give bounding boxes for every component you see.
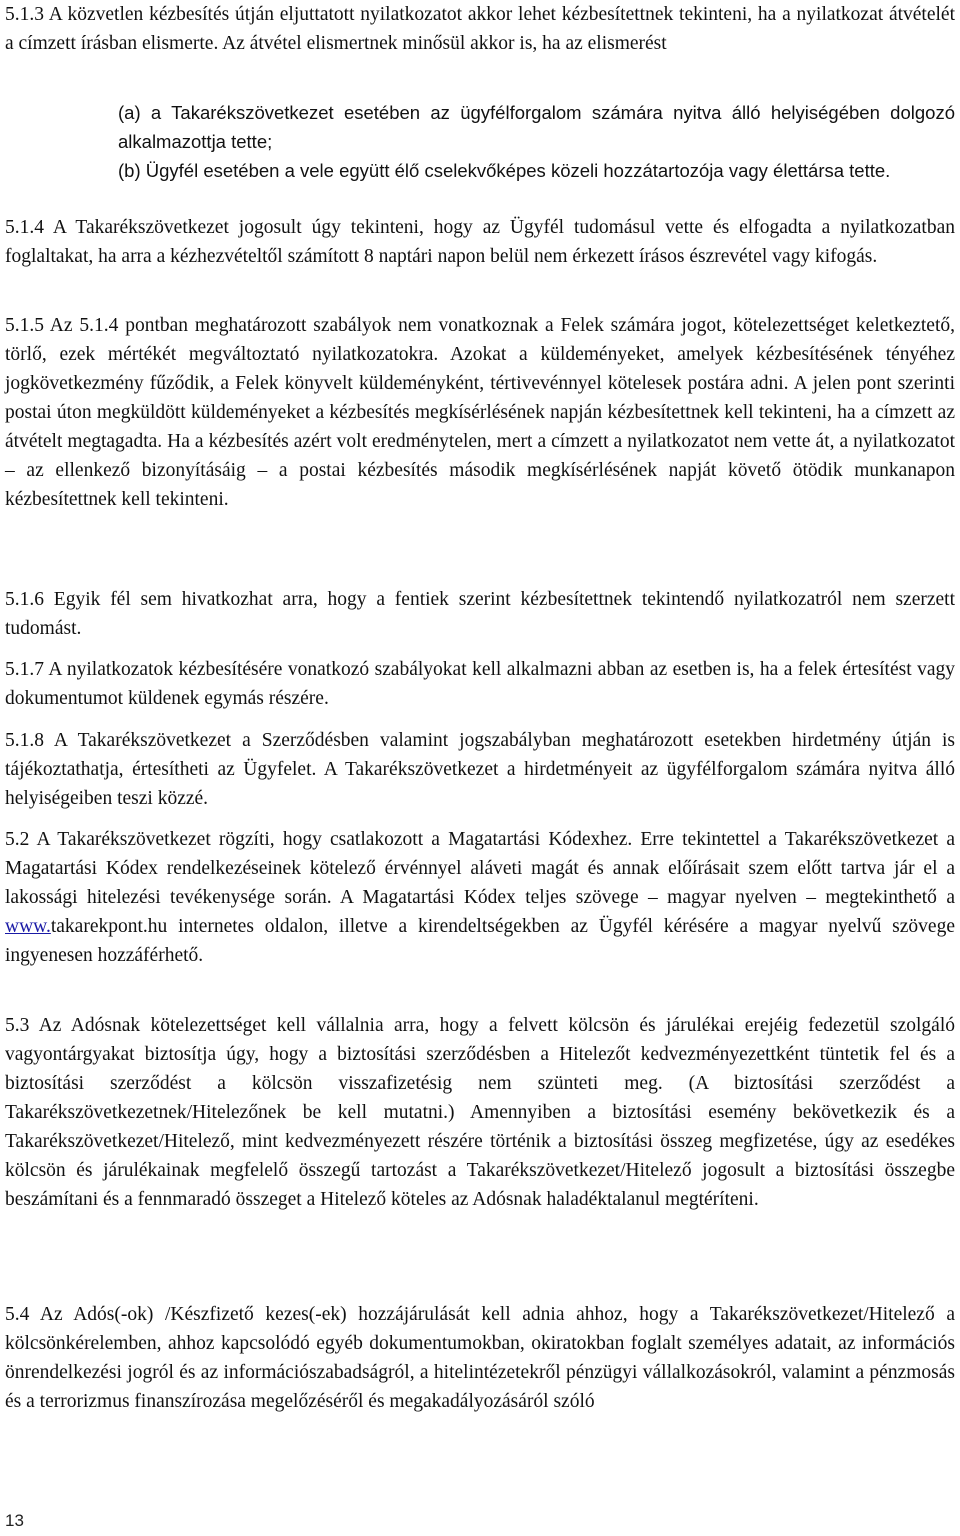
paragraph-5-3: 5.3 Az Adósnak kötelezettséget kell vállalnia arra, hogy a felvett kölcsön és járulékai erejéig fedezetül szolgáló vagyontárgyakat biztosítja úgy, hogy a biztosítási szerződésben a Hitelezőt kedvezményezettként tüntetik fel és a biztosítási szerződést a kölcsön visszafizetésig nem szünteti meg. (A biztosítási szerződést a Takarékszövetkezetnek/Hitelezőnek be kell mutatni.) Amennyiben a biztosítási esemény bekövetkezik és a Takarékszövetkezet/Hitelező, mint kedvezményezett részére történik a biztosítási összeg megfizetése, úgy az esedékes kölcsön és járulékainak megfelelő összegű tartozást a Takarékszövetkezet/Hitelező jogosult a biztosítási összegbe beszámítani és a fennmaradó összeget a Hitelező köteles az Adósnak haladéktalanul megtéríteni. [5, 1015, 955, 1210]
paragraph-5-1-3: 5.1.3 A közvetlen kézbesítés útján eljuttatott nyilatkozatot akkor lehet kézbesítettnek tekinteni, ha a nyilatkozat átvételét a címzett írásban elismerte. Az átvétel elismertnek minősül akkor is, ha az elismerést [5, 4, 955, 54]
page-number: 13 [5, 1511, 24, 1530]
paragraph-5-1-8: 5.1.8 A Takarékszövetkezet a Szerződésben valamint jogszabályban meghatározott esetekben hirdetmény útján is tájékoztathatja, értesítheti az Ügyfelet. A Takarékszövetkezet a hirdetményeit az ügyfélforgalom számára nyitva álló helyiségeiben teszi közzé. [5, 730, 955, 809]
paragraph-5-1-3-a: (a) a Takarékszövetkezet esetében az ügyfélforgalom számára nyitva álló helyiségében dolgozó alkalmazottja tette; [118, 102, 955, 152]
paragraph-5-4: 5.4 Az Adós(-ok) /Készfizető kezes(-ek) hozzájárulását kell adnia ahhoz, hogy a Takarékszövetkezet/Hitelező a kölcsönkérelemben, ahhoz kapcsolódó egyéb dokumentumokban, okiratokban foglalt személyes adatait, az információs önrendelkezési jogról és az információszabadságról, a hitelintézetekről pénzügyi vállalkozásokról, valamint a pénzmosás és a terrorizmus finanszírozása megelőzéséről és megakadályozásáról szóló [5, 1304, 955, 1412]
paragraph-5-1-5: 5.1.5 Az 5.1.4 pontban meghatározott szabályok nem vonatkoznak a Felek számára jogot, kötelezettséget keletkeztető, törlő, ezek mértékét megváltoztató nyilatkozatokra. Azokat a küldeményeket, amelyek kézbesítésének tényéhez jogkövetkezmény fűződik, a Felek könyvelt küldeményként, tértivevénnyel kötelesek postára adni. A jelen pont szerinti postai úton megküldött küldeményeket a kézbesítés megkísérlésének napján kézbesítettnek kell tekinteni, ha a címzett az átvételt megtagadta. Ha a kézbesítés azért volt eredménytelen, mert a címzett a nyilatkozatot nem vette át, a nyilatkozatot – az ellenkező bizonyításáig – a postai kézbesítés második megkísérlésének napját követő ötödik munkanapon kézbesítettnek kell tekinteni. [5, 315, 955, 510]
paragraph-5-1-3-b: (b) Ügyfél esetében a vele együtt élő cselekvőképes közeli hozzátartozója vagy élettársa tette. [118, 160, 891, 181]
paragraph-5-2-text-end: takarekpont.hu internetes oldalon, illetve a kirendeltségekben az Ügyfél kérésére a magyar nyelvű szövege ingyenesen hozzáférhető. [5, 916, 955, 966]
paragraph-5-1-4: 5.1.4 A Takarékszövetkezet jogosult úgy tekinteni, hogy az Ügyfél tudomásul vette és elfogadta a nyilatkozatban foglaltakat, ha arra a kézhezvételtől számított 8 naptári napon belül nem érkezett írásos észrevétel vagy kifogás. [5, 217, 955, 267]
website-link[interactable]: www. [5, 916, 51, 937]
paragraph-5-2 [5, 825, 955, 970]
paragraph-5-2-text-start: 5.2 A Takarékszövetkezet rögzíti, hogy csatlakozott a Magatartási Kódexhez. Erre tekintettel a Takarékszövetkezet a Magatartási Kódex rendelkezéseinek kötelező érvénnyel aláveti magát és annak előírásait szem előtt tartva jár el a lakossági hitelezési tevékenysége során. A Magatartási Kódex teljes szövege – magyar nyelven – megtekinthető a [5, 829, 955, 908]
paragraph-5-1-7: 5.1.7 A nyilatkozatok kézbesítésére vonatkozó szabályokat kell alkalmazni abban az esetben is, ha a felek értesítést vagy dokumentumot küldenek egymás részére. [5, 659, 955, 709]
paragraph-5-1-6: 5.1.6 Egyik fél sem hivatkozhat arra, hogy a fentiek szerint kézbesítettnek tekintendő nyilatkozatról nem szerzett tudomást. [5, 589, 955, 639]
